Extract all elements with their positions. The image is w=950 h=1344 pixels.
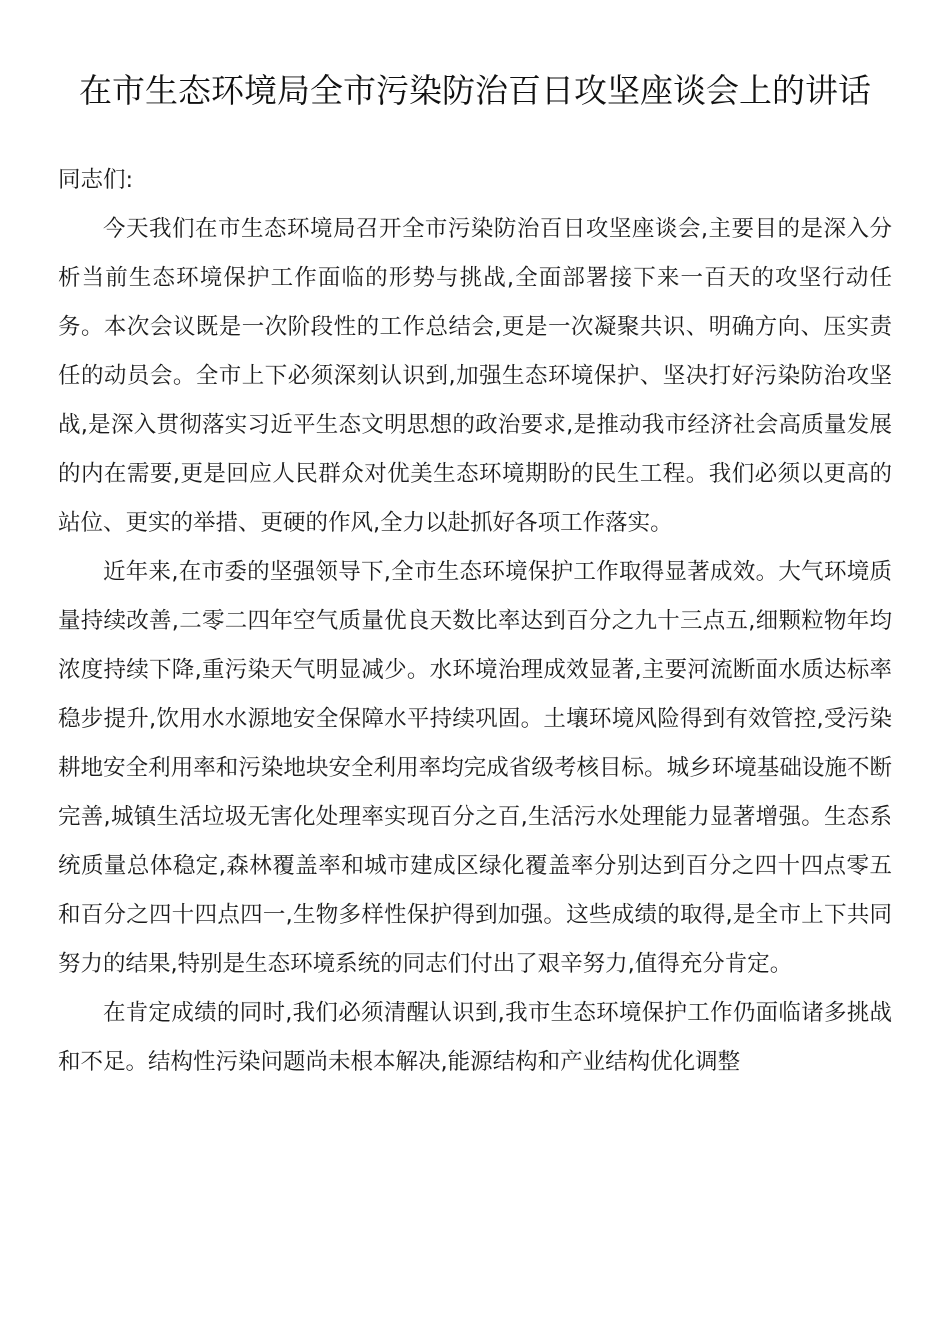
document-body bbox=[58, 156, 892, 1087]
document-title: 在市生态环境局全市污染防治百日攻坚座谈会上的讲话 bbox=[79, 71, 871, 110]
paragraph-2: 近年来,在市委的坚强领导下,全市生态环境保护工作取得显著成效。大气环境质量持续改善,二零二四年空气质量优良天数比率达到百分之九十三点五,细颗粒物年均浓度持续下降,重污染天气明显减少。水环境治理成效显著,主要河流断面水质达标率稳步提升,饮用水水源地安全保障水平持续巩固。土壤环境风险得到有效管控,受污染耕地安全利用率和污染地块安全利用率均完成省级考核目标。城乡环境基础设施不断完善,城镇生活垃圾无害化处理率实现百分之百,生活污水处理能力显著增强。生态系统质量总体稳定,森林覆盖率和城市建成区绿化覆盖率分别达到百分之四十四点零五和百分之四十四点四一,生物多样性保护得到加强。这些成绩的取得,是全市上下共同努力的结果,特别是生态环境系统的同志们付出了艰辛努力,值得充分肯定。 bbox=[58, 559, 892, 977]
paragraph-3: 在肯定成绩的同时,我们必须清醒认识到,我市生态环境保护工作仍面临诸多挑战和不足。结构性污染问题尚未根本解决,能源结构和产业结构优化调整 bbox=[58, 1000, 892, 1075]
paragraph-1: 今天我们在市生态环境局召开全市污染防治百日攻坚座谈会,主要目的是深入分析当前生态环境保护工作面临的形势与挑战,全面部署接下来一百天的攻坚行动任务。本次会议既是一次阶段性的工作总结会,更是一次凝聚共识、明确方向、压实责任的动员会。全市上下必须深刻认识到,加强生态环境保护、坚决打好污染防治攻坚战,是深入贯彻落实习近平生态文明思想的政治要求,是推动我市经济社会高质量发展的内在需要,更是回应人民群众对优美生态环境期盼的民生工程。我们必须以更高的站位、更实的举措、更硬的作风,全力以赴抓好各项工作落实。 bbox=[58, 216, 892, 536]
salutation: 同志们: bbox=[58, 167, 134, 193]
